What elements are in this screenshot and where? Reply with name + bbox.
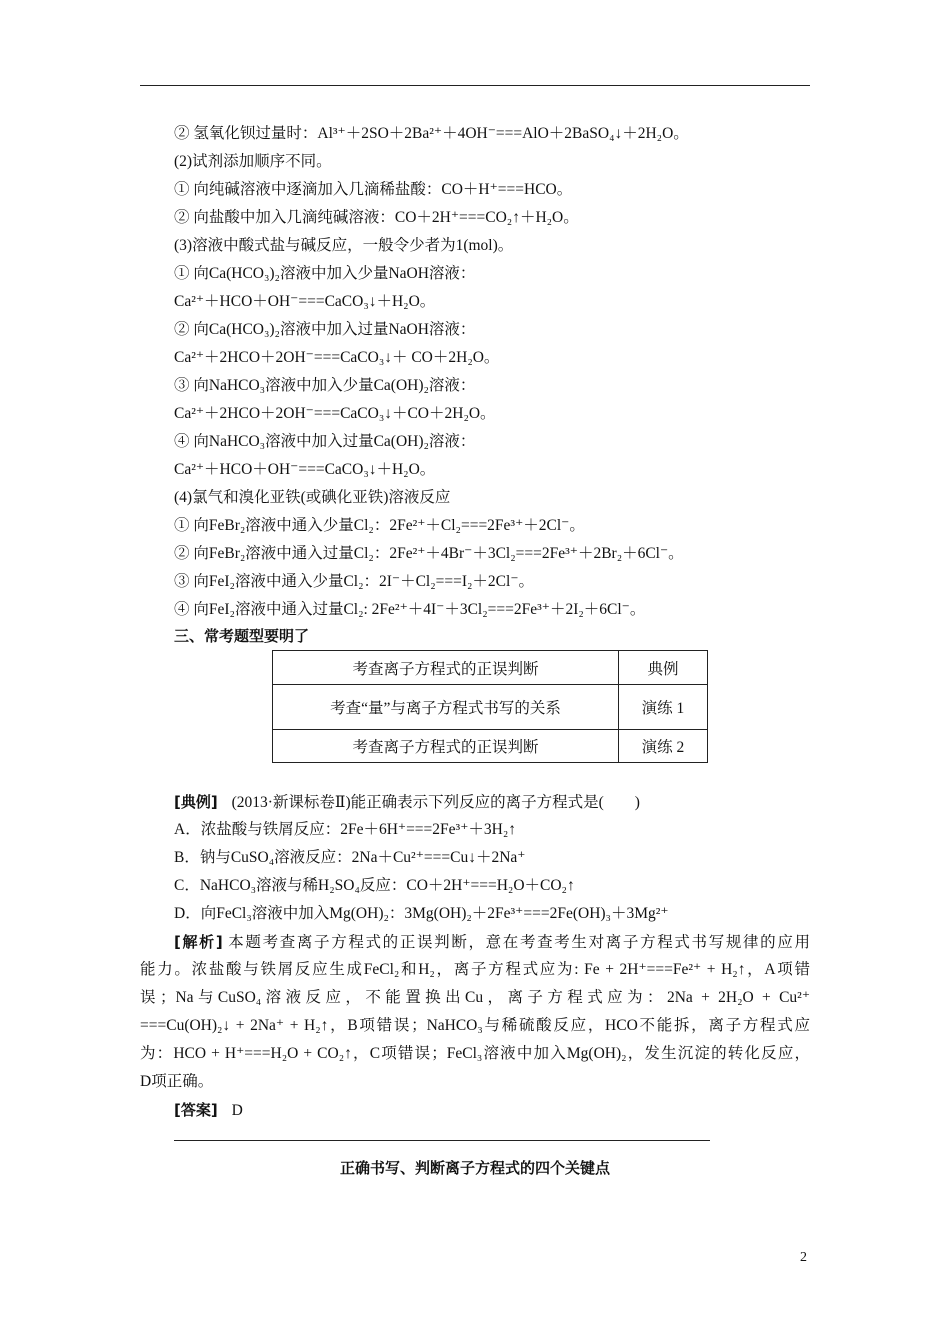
table-cell: 考查离子方程式的正误判断 [273,730,619,763]
table-cell: 典例 [619,651,708,685]
analysis-line: D项正确。 [140,1073,214,1090]
table-cell: 考查“量”与离子方程式书写的关系 [273,685,619,730]
text-line: (2)试剂添加顺序不同。 [174,153,332,170]
analysis-line: ===Cu(OH)₂↓ + 2Na⁺ + H₂↑，B项错误；NaHCO₃与稀硫酸反应，HCO不能拆，离子方程式应 [140,1017,810,1034]
page-number: 2 [800,1250,807,1265]
header-rule [140,85,810,86]
option-c: C．NaHCO₃溶液与稀H₂SO₄反应：CO＋2H⁺===H₂O＋CO₂↑ [174,877,575,894]
text-line: Ca²⁺＋HCO＋OH⁻===CaCO₃↓＋H₂O。 [174,293,436,310]
key-points-title: 正确书写、判断离子方程式的四个关键点 [339,1159,610,1177]
answer-line [174,1100,243,1121]
text-line: Ca²⁺＋2HCO＋2OH⁻===CaCO₃↓＋CO＋2H₂O。 [174,405,496,422]
text-line: ① 向Ca(HCO₃)₂溶液中加入少量NaOH溶液： [174,265,476,282]
text-line: Ca²⁺＋2HCO＋2OH⁻===CaCO₃↓＋ CO＋2H₂O。 [174,349,500,366]
example-question-text: 能正确表示下列反应的离子方程式是( ) [350,794,640,811]
example-source: (2013·新课标卷Ⅱ) [231,794,351,811]
table-cell: 考查离子方程式的正误判断 [273,651,619,685]
analysis-text: 本题考查离子方程式的正误判断，意在考查考生对离子方程式书写规律的应用 [228,934,811,951]
text-line: ③ 向NaHCO₃溶液中加入少量Ca(OH)₂溶液： [174,377,476,394]
table-row [273,685,708,730]
text-line: ② 向盐酸中加入几滴纯碱溶液：CO＋2H⁺===CO₂↑＋H₂O。 [174,209,579,226]
section-divider [174,1140,710,1141]
text-line: ① 向FeBr₂溶液中通入少量Cl₂：2Fe²⁺＋Cl₂===2Fe³⁺＋2Cl⁻。 [174,517,585,534]
section-title: 三、常考题型要明了 [174,627,310,645]
question-type-table [272,650,708,763]
text-line: (3)溶液中酸式盐与碱反应，一般令少者为1(mol)。 [174,237,514,254]
option-a: A．浓盐酸与铁屑反应：2Fe＋6H⁺===2Fe³⁺＋3H₂↑ [174,821,516,838]
analysis-line: 误；Na与CuSO₄溶液反应，不能置换出Cu，离子方程式应为：2Na + 2H₂O + Cu²⁺ [140,989,810,1006]
text-line: ② 氢氧化钡过量时：Al³⁺＋2SO＋2Ba²⁺＋4OH⁻===AlO＋2BaSO₄↓＋2H₂O。 [174,125,689,142]
table-row [273,651,708,685]
text-line: ② 向Ca(HCO₃)₂溶液中加入过量NaOH溶液： [174,321,476,338]
analysis-tag: [解析] [174,933,223,951]
answer-value: D [231,1102,243,1119]
text-line: (4)氯气和溴化亚铁(或碘化亚铁)溶液反应 [174,489,451,506]
analysis-line: 能力。浓盐酸与铁屑反应生成FeCl₂和H₂，离子方程式应为: Fe + 2H⁺===Fe²⁺ + H₂↑，A项错 [140,961,810,978]
text-line: ④ 向FeI₂溶液中通入过量Cl₂: 2Fe²⁺＋4I⁻＋3Cl₂===2Fe³⁺＋2I₂＋6Cl⁻。 [174,601,646,618]
analysis-line: 为：HCO + H⁺===H₂O + CO₂↑，C项错误；FeCl₃溶液中加入Mg(OH)₂，发生沉淀的转化反应， [140,1045,810,1062]
example-tag: [典例] [174,793,218,811]
example-question [174,792,640,813]
text-line: Ca²⁺＋HCO＋OH⁻===CaCO₃↓＋H₂O。 [174,461,436,478]
answer-tag: [答案] [174,1101,218,1119]
text-line: ④ 向NaHCO₃溶液中加入过量Ca(OH)₂溶液： [174,433,476,450]
text-line: ② 向FeBr₂溶液中通入过量Cl₂：2Fe²⁺＋4Br⁻＋3Cl₂===2Fe³⁺＋2Br₂＋6Cl⁻。 [174,545,684,562]
text-line: ① 向纯碱溶液中逐滴加入几滴稀盐酸：CO＋H⁺===HCO。 [174,181,573,198]
table-row [273,730,708,763]
option-d: D．向FeCl₃溶液中加入Mg(OH)₂：3Mg(OH)₂＋2Fe³⁺===2Fe(OH)₃＋3Mg²⁺ [174,905,669,922]
table-cell: 演练 2 [619,730,708,763]
text-line: ③ 向FeI₂溶液中通入少量Cl₂：2I⁻＋Cl₂===I₂＋2Cl⁻。 [174,573,534,590]
analysis-line [174,928,810,957]
table-cell: 演练 1 [619,685,708,730]
option-b: B．钠与CuSO₄溶液反应：2Na＋Cu²⁺===Cu↓＋2Na⁺ [174,849,526,866]
